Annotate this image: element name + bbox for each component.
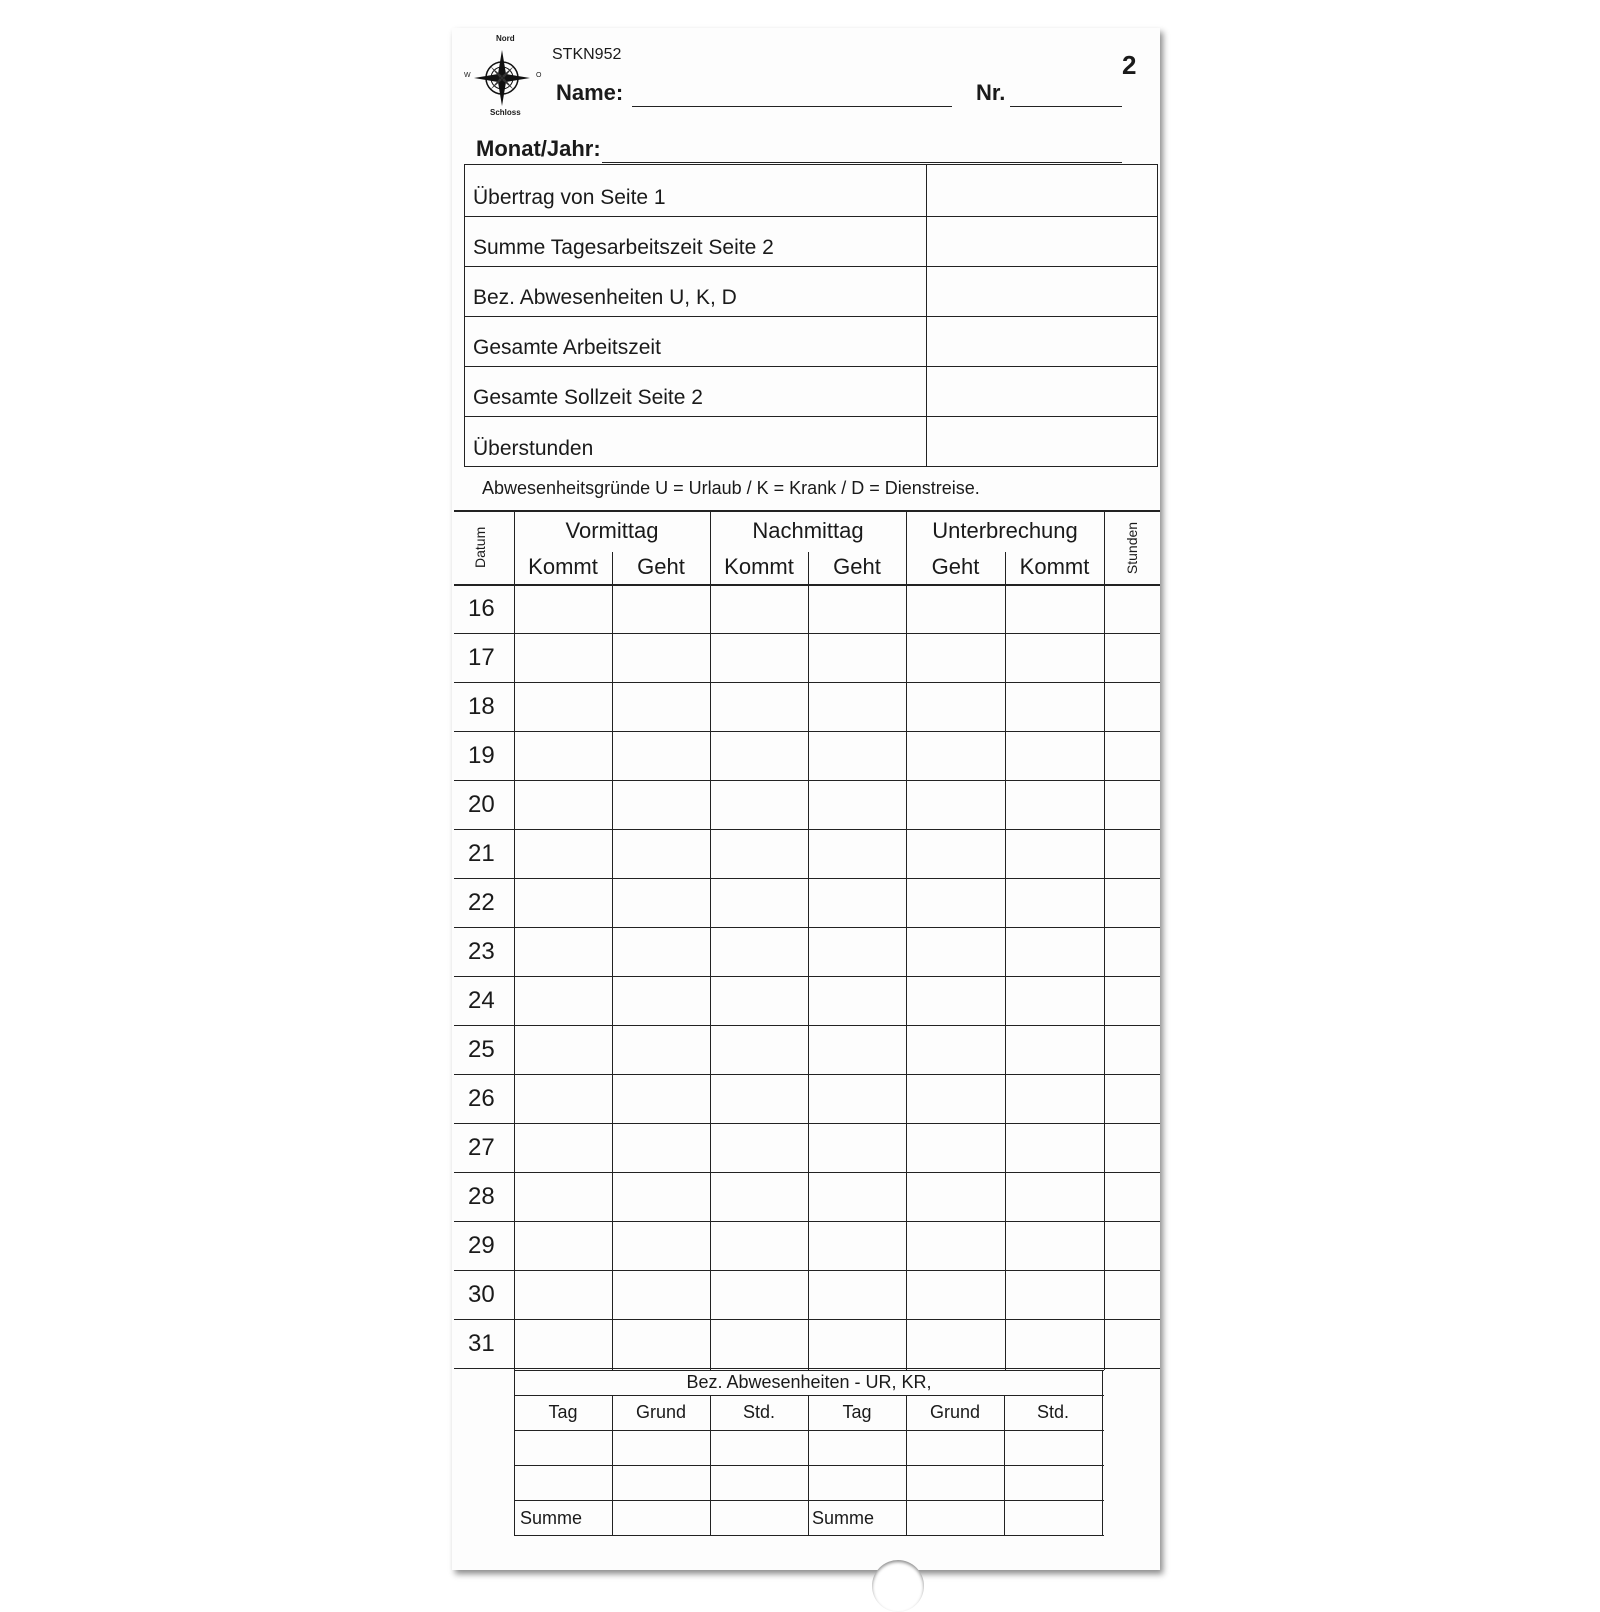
- day-label: 30: [468, 1281, 495, 1308]
- name-field[interactable]: [632, 106, 952, 107]
- grid-header-rule: [454, 584, 1160, 586]
- row-divider: [454, 976, 1160, 977]
- day-label: 20: [468, 791, 495, 818]
- card-notch: [872, 1560, 924, 1612]
- logo-east-label: O: [536, 72, 542, 79]
- col-divider: [710, 510, 711, 1370]
- row-divider: [454, 682, 1160, 683]
- row-divider: [454, 780, 1160, 781]
- grid-top-rule: [454, 510, 1160, 512]
- hours-header: Stunden: [1124, 521, 1140, 575]
- absence-col-header: Tag: [842, 1402, 872, 1422]
- absence-col-header: Tag: [548, 1402, 578, 1422]
- summary-row: [465, 367, 1157, 417]
- nr-field[interactable]: [1010, 106, 1122, 107]
- col-divider: [1104, 510, 1105, 1370]
- logo-south-label: Schloss: [490, 108, 521, 117]
- absence-rule: [514, 1465, 1104, 1466]
- absence-top-rule: [514, 1370, 1104, 1371]
- day-label: 22: [468, 889, 495, 916]
- summary-row: [465, 217, 1157, 267]
- nr-label: Nr.: [976, 80, 1006, 105]
- row-divider: [454, 1123, 1160, 1124]
- row-divider: [454, 731, 1160, 732]
- group-header-vormittag: Vormittag: [565, 518, 659, 543]
- logo-north-label: Nord: [496, 34, 515, 43]
- row-divider: [454, 927, 1160, 928]
- logo-west-label: W: [464, 72, 471, 79]
- summary-row-label: Gesamte Sollzeit Seite 2: [473, 386, 703, 409]
- form-code: STKN952: [552, 46, 622, 63]
- row-divider: [454, 1074, 1160, 1075]
- row-divider: [454, 633, 1160, 634]
- summary-row: [465, 317, 1157, 367]
- absence-col-divider: [1102, 1370, 1103, 1535]
- day-label: 16: [468, 595, 495, 622]
- day-label: 31: [468, 1330, 495, 1357]
- absence-col-header: Grund: [929, 1402, 981, 1422]
- summary-row-label: Übertrag von Seite 1: [473, 186, 666, 209]
- absence-legend: Abwesenheitsgründe U = Urlaub / K = Krank / D = Dienstreise.: [482, 478, 980, 498]
- day-label: 18: [468, 693, 495, 720]
- absence-table: [514, 1370, 1104, 1550]
- col-divider: [612, 552, 613, 1370]
- day-label: 17: [468, 644, 495, 671]
- subheader: Geht: [637, 554, 685, 579]
- time-grid: [454, 510, 1160, 1420]
- summary-row: [465, 417, 1157, 467]
- absence-col-header: Std.: [742, 1402, 776, 1422]
- summary-row: [465, 267, 1157, 317]
- absence-col-divider: [514, 1370, 515, 1535]
- row-divider: [454, 1025, 1160, 1026]
- subheader: Kommt: [724, 554, 794, 579]
- sum-label-right: Summe: [812, 1508, 875, 1528]
- row-divider: [454, 1221, 1160, 1222]
- day-label: 19: [468, 742, 495, 769]
- absence-rule: [514, 1535, 1104, 1536]
- summary-row-label: Gesamte Arbeitszeit: [473, 336, 661, 359]
- date-header: Datum: [472, 526, 488, 568]
- subheader: Kommt: [528, 554, 598, 579]
- subheader: Kommt: [1019, 554, 1090, 579]
- subheader: Geht: [931, 554, 980, 579]
- col-divider: [1005, 552, 1006, 1370]
- row-divider: [454, 1172, 1160, 1173]
- summary-row: [465, 165, 1157, 217]
- absence-col-header: Grund: [635, 1402, 687, 1422]
- month-year-label: Monat/Jahr:: [476, 136, 601, 161]
- day-label: 23: [468, 938, 495, 965]
- summary-row-label: Summe Tagesarbeitszeit Seite 2: [473, 236, 774, 259]
- summary-row-label: Überstunden: [473, 437, 594, 460]
- compass-rose-icon: [462, 36, 542, 116]
- sum-label-left: Summe: [520, 1508, 583, 1528]
- subheader: Geht: [833, 554, 881, 579]
- col-divider: [808, 552, 809, 1370]
- row-divider: [454, 1270, 1160, 1271]
- absence-rule: [514, 1430, 1104, 1431]
- day-label: 29: [468, 1232, 495, 1259]
- col-divider: [514, 510, 515, 1370]
- day-label: 28: [468, 1183, 495, 1210]
- row-divider: [454, 878, 1160, 879]
- name-label: Name:: [556, 80, 624, 105]
- group-header-nachmittag: Nachmittag: [752, 518, 864, 543]
- group-header-unterbrechung: Unterbrechung: [932, 518, 1078, 543]
- summary-table: [464, 164, 1158, 467]
- compass-logo: [462, 36, 542, 116]
- day-label: 24: [468, 987, 495, 1014]
- col-divider: [906, 510, 907, 1370]
- time-card: [452, 28, 1160, 1570]
- day-label: 21: [468, 840, 495, 867]
- absence-col-header: Std.: [1036, 1402, 1070, 1422]
- month-year-field[interactable]: [602, 162, 1122, 163]
- row-divider: [454, 1319, 1160, 1320]
- day-label: 26: [468, 1085, 495, 1112]
- day-label: 25: [468, 1036, 495, 1063]
- absence-rule: [514, 1395, 1104, 1396]
- absence-rule: [514, 1500, 1104, 1501]
- absence-title: Bez. Abwesenheiten - UR, KR,: [686, 1372, 932, 1392]
- summary-row-label: Bez. Abwesenheiten U, K, D: [473, 286, 737, 309]
- row-divider: [454, 1368, 1160, 1369]
- row-divider: [454, 829, 1160, 830]
- day-label: 27: [468, 1134, 495, 1161]
- page-number: 2: [1122, 50, 1137, 80]
